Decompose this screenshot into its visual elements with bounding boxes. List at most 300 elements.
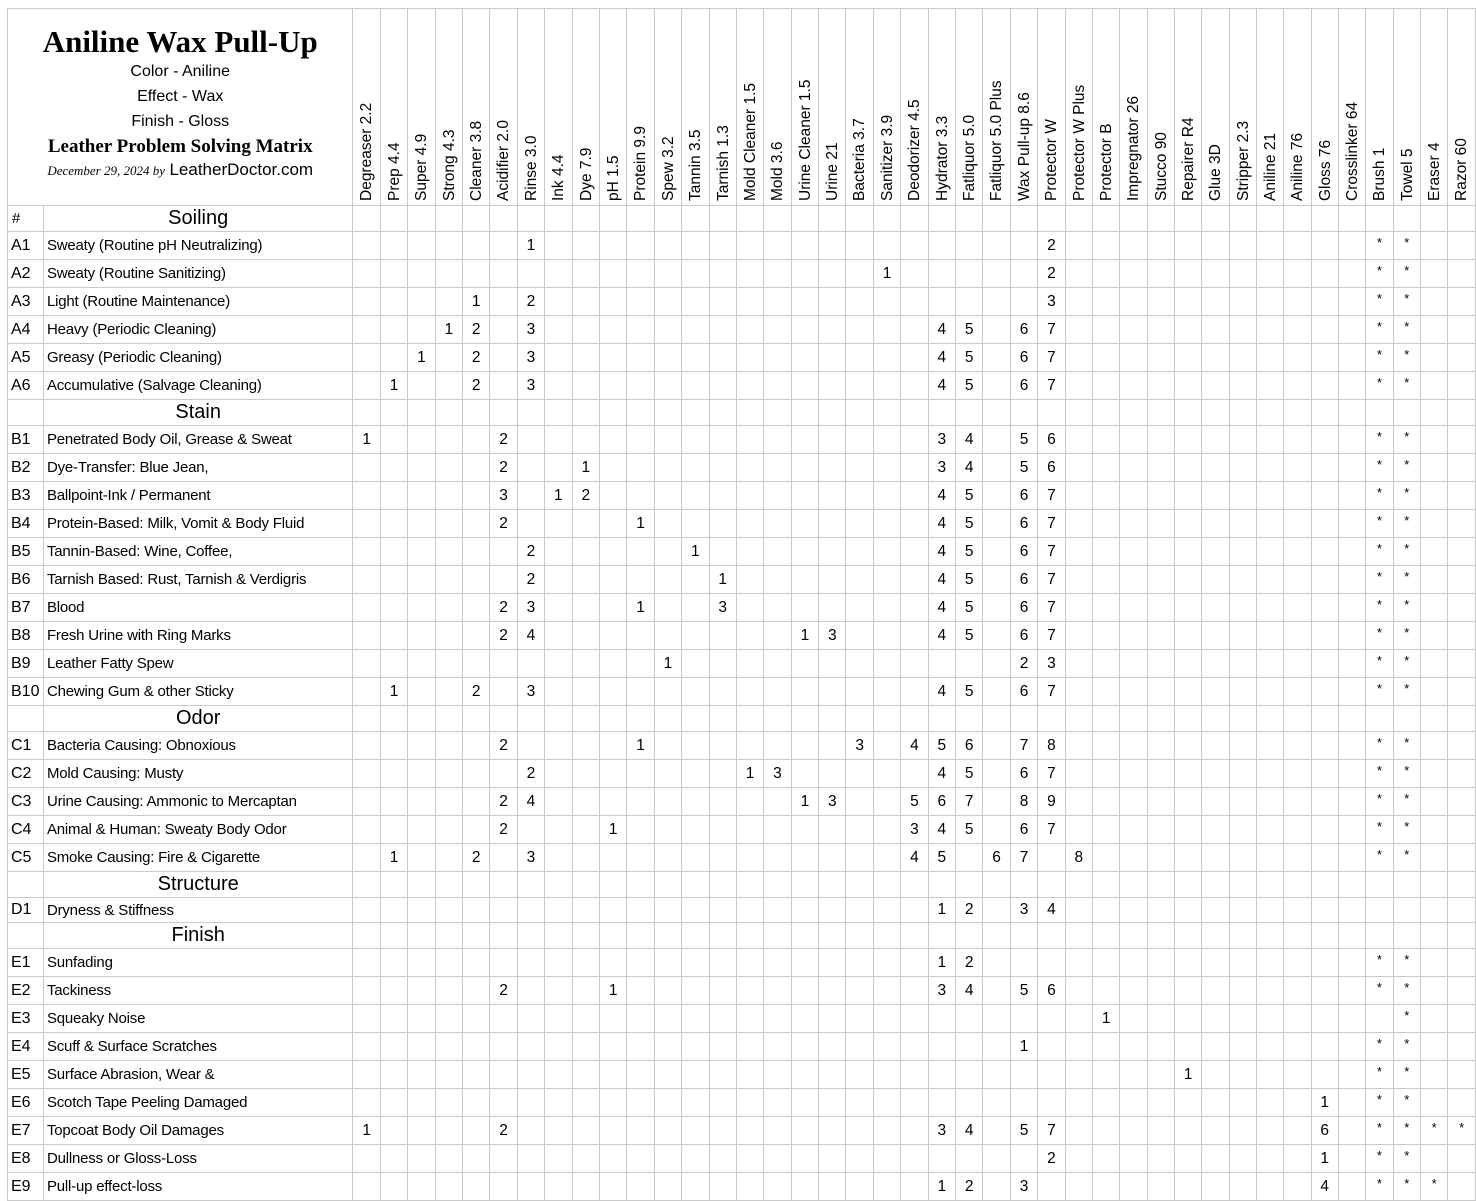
empty-cell	[627, 650, 654, 678]
empty-cell	[1338, 816, 1365, 844]
problem-id: B10	[8, 678, 44, 706]
empty-cell	[819, 706, 846, 732]
column-header-label: Deodorizer 4.5	[906, 99, 924, 201]
empty-cell	[353, 260, 380, 288]
empty-cell	[1311, 232, 1338, 260]
empty-cell	[1202, 594, 1229, 622]
empty-cell	[572, 260, 599, 288]
empty-cell	[1065, 1005, 1092, 1033]
step-cell: 2	[490, 510, 517, 538]
empty-cell	[1393, 872, 1420, 898]
empty-cell	[1092, 977, 1119, 1005]
step-cell: *	[1393, 678, 1420, 706]
empty-cell	[1092, 400, 1119, 426]
empty-cell	[1092, 650, 1119, 678]
empty-cell	[1256, 538, 1283, 566]
step-cell: 8	[1065, 844, 1092, 872]
empty-cell	[1120, 594, 1147, 622]
empty-cell	[1311, 760, 1338, 788]
column-header-label: Eraser 4	[1425, 142, 1443, 201]
empty-cell	[1311, 400, 1338, 426]
empty-cell	[627, 206, 654, 232]
step-cell: 2	[1038, 232, 1065, 260]
empty-cell	[1338, 622, 1365, 650]
empty-cell	[819, 566, 846, 594]
empty-cell	[1448, 622, 1476, 650]
empty-cell	[463, 732, 490, 760]
empty-cell	[353, 482, 380, 510]
empty-cell	[1010, 1061, 1037, 1089]
problem-name: Light (Routine Maintenance)	[43, 288, 352, 316]
empty-cell	[353, 732, 380, 760]
empty-cell	[627, 454, 654, 482]
empty-cell	[682, 232, 709, 260]
empty-cell	[1092, 482, 1119, 510]
problem-name: Blood	[43, 594, 352, 622]
empty-cell	[1338, 706, 1365, 732]
empty-cell	[599, 206, 626, 232]
empty-cell	[1229, 1145, 1256, 1173]
empty-cell	[1174, 788, 1201, 816]
empty-cell	[1448, 344, 1476, 372]
column-header-label: Aniline 76	[1289, 132, 1307, 201]
empty-cell	[408, 923, 435, 949]
problem-row	[8, 594, 1476, 622]
empty-cell	[627, 788, 654, 816]
empty-cell	[435, 706, 462, 732]
empty-cell	[1284, 538, 1311, 566]
empty-cell	[1147, 400, 1174, 426]
empty-cell	[764, 510, 791, 538]
empty-cell	[1092, 1117, 1119, 1145]
empty-cell	[1448, 1033, 1476, 1061]
empty-cell	[1038, 706, 1065, 732]
empty-cell	[380, 206, 407, 232]
column-header	[956, 9, 983, 206]
empty-cell	[846, 816, 873, 844]
step-cell: 6	[1010, 510, 1037, 538]
column-header	[873, 9, 900, 206]
empty-cell	[599, 260, 626, 288]
empty-cell	[490, 260, 517, 288]
empty-cell	[1284, 400, 1311, 426]
empty-cell	[1010, 923, 1037, 949]
empty-cell	[1120, 316, 1147, 344]
section-row	[8, 706, 1476, 732]
empty-cell	[545, 1089, 572, 1117]
column-header	[1366, 9, 1393, 206]
empty-cell	[1420, 510, 1447, 538]
empty-cell	[599, 622, 626, 650]
empty-cell	[1147, 260, 1174, 288]
empty-cell	[682, 288, 709, 316]
empty-cell	[928, 400, 955, 426]
step-cell: 5	[956, 538, 983, 566]
empty-cell	[764, 732, 791, 760]
empty-cell	[1284, 706, 1311, 732]
step-cell: *	[1366, 482, 1393, 510]
step-cell: 1	[380, 844, 407, 872]
empty-cell	[545, 566, 572, 594]
empty-cell	[846, 923, 873, 949]
step-cell: *	[1366, 760, 1393, 788]
column-header-label: Repairer R4	[1179, 117, 1197, 201]
empty-cell	[654, 372, 681, 400]
empty-cell	[517, 977, 544, 1005]
empty-cell	[1038, 1061, 1065, 1089]
empty-cell	[1174, 923, 1201, 949]
empty-cell	[1256, 706, 1283, 732]
empty-cell	[545, 788, 572, 816]
problem-id: E9	[8, 1173, 44, 1201]
empty-cell	[1202, 426, 1229, 454]
empty-cell	[682, 678, 709, 706]
empty-cell	[901, 1061, 928, 1089]
step-cell: 4	[928, 482, 955, 510]
empty-cell	[545, 844, 572, 872]
empty-cell	[1120, 232, 1147, 260]
empty-cell	[764, 232, 791, 260]
empty-cell	[435, 732, 462, 760]
step-cell: *	[1393, 454, 1420, 482]
empty-cell	[1092, 1145, 1119, 1173]
empty-cell	[983, 482, 1010, 510]
step-cell: 1	[599, 816, 626, 844]
empty-cell	[1393, 923, 1420, 949]
blank-cell	[8, 706, 44, 732]
empty-cell	[736, 372, 763, 400]
step-cell: *	[1366, 732, 1393, 760]
empty-cell	[353, 1089, 380, 1117]
step-cell: *	[1366, 844, 1393, 872]
step-cell: 2	[463, 372, 490, 400]
empty-cell	[956, 844, 983, 872]
empty-cell	[901, 344, 928, 372]
empty-cell	[545, 426, 572, 454]
step-cell: 3	[819, 622, 846, 650]
step-cell: 7	[1038, 510, 1065, 538]
empty-cell	[380, 923, 407, 949]
empty-cell	[1065, 344, 1092, 372]
empty-cell	[435, 678, 462, 706]
empty-cell	[1038, 1089, 1065, 1117]
empty-cell	[983, 788, 1010, 816]
empty-cell	[1311, 1061, 1338, 1089]
empty-cell	[764, 898, 791, 923]
empty-cell	[599, 232, 626, 260]
empty-cell	[1311, 344, 1338, 372]
step-cell: *	[1393, 1005, 1420, 1033]
problem-name: Urine Causing: Ammonic to Mercaptan	[43, 788, 352, 816]
empty-cell	[983, 372, 1010, 400]
column-header-label: Rinse 3.0	[522, 135, 540, 201]
empty-cell	[1448, 400, 1476, 426]
column-header-label: Stucco 90	[1152, 132, 1170, 201]
step-cell: 1	[1311, 1089, 1338, 1117]
empty-cell	[654, 538, 681, 566]
empty-cell	[1010, 1145, 1037, 1173]
problem-row	[8, 482, 1476, 510]
empty-cell	[873, 316, 900, 344]
empty-cell	[1174, 1117, 1201, 1145]
empty-cell	[353, 566, 380, 594]
empty-cell	[764, 788, 791, 816]
empty-cell	[1338, 678, 1365, 706]
empty-cell	[1092, 678, 1119, 706]
empty-cell	[545, 977, 572, 1005]
empty-cell	[1284, 510, 1311, 538]
empty-cell	[435, 788, 462, 816]
empty-cell	[791, 372, 818, 400]
empty-cell	[1174, 760, 1201, 788]
step-cell: 6	[1010, 594, 1037, 622]
column-header	[380, 9, 407, 206]
empty-cell	[846, 538, 873, 566]
empty-cell	[545, 316, 572, 344]
step-cell: 7	[1038, 678, 1065, 706]
step-cell: 4	[928, 510, 955, 538]
empty-cell	[1202, 732, 1229, 760]
empty-cell	[380, 650, 407, 678]
empty-cell	[983, 977, 1010, 1005]
empty-cell	[1311, 706, 1338, 732]
empty-cell	[1229, 977, 1256, 1005]
empty-cell	[736, 650, 763, 678]
empty-cell	[819, 1089, 846, 1117]
empty-cell	[1202, 1173, 1229, 1201]
empty-cell	[1256, 426, 1283, 454]
empty-cell	[873, 1005, 900, 1033]
empty-cell	[736, 344, 763, 372]
column-header-label: Stripper 2.3	[1234, 120, 1252, 201]
empty-cell	[764, 650, 791, 678]
empty-cell	[1202, 1145, 1229, 1173]
empty-cell	[709, 206, 736, 232]
empty-cell	[791, 206, 818, 232]
empty-cell	[873, 482, 900, 510]
empty-cell	[490, 344, 517, 372]
blank-cell	[8, 923, 44, 949]
empty-cell	[353, 872, 380, 898]
column-header	[1120, 9, 1147, 206]
empty-cell	[627, 949, 654, 977]
empty-cell	[1174, 206, 1201, 232]
empty-cell	[1420, 844, 1447, 872]
problem-row	[8, 1033, 1476, 1061]
empty-cell	[463, 260, 490, 288]
empty-cell	[572, 622, 599, 650]
step-cell: 2	[490, 454, 517, 482]
column-header	[846, 9, 873, 206]
empty-cell	[1120, 788, 1147, 816]
empty-cell	[736, 1173, 763, 1201]
empty-cell	[791, 977, 818, 1005]
empty-cell	[490, 678, 517, 706]
empty-cell	[846, 872, 873, 898]
empty-cell	[846, 1033, 873, 1061]
step-cell: 4	[928, 760, 955, 788]
step-cell: 7	[1038, 594, 1065, 622]
column-header	[1174, 9, 1201, 206]
section-row	[8, 206, 1476, 232]
empty-cell	[736, 594, 763, 622]
empty-cell	[572, 923, 599, 949]
empty-cell	[490, 566, 517, 594]
empty-cell	[1202, 1005, 1229, 1033]
empty-cell	[1284, 232, 1311, 260]
empty-cell	[1202, 260, 1229, 288]
step-cell: *	[1393, 650, 1420, 678]
step-cell: 3	[764, 760, 791, 788]
empty-cell	[791, 594, 818, 622]
empty-cell	[490, 1061, 517, 1089]
step-cell: 6	[983, 844, 1010, 872]
empty-cell	[791, 1061, 818, 1089]
empty-cell	[1338, 288, 1365, 316]
column-header	[627, 9, 654, 206]
empty-cell	[1038, 400, 1065, 426]
step-cell: 4	[928, 372, 955, 400]
empty-cell	[901, 622, 928, 650]
empty-cell	[1256, 977, 1283, 1005]
empty-cell	[736, 1089, 763, 1117]
step-cell: 2	[490, 788, 517, 816]
problem-name: Bacteria Causing: Obnoxious	[43, 732, 352, 760]
empty-cell	[682, 260, 709, 288]
empty-cell	[408, 898, 435, 923]
empty-cell	[1120, 1089, 1147, 1117]
empty-cell	[983, 594, 1010, 622]
empty-cell	[791, 898, 818, 923]
empty-cell	[463, 594, 490, 622]
empty-cell	[956, 288, 983, 316]
empty-cell	[956, 260, 983, 288]
step-cell: *	[1366, 1061, 1393, 1089]
step-cell: 1	[873, 260, 900, 288]
empty-cell	[736, 706, 763, 732]
empty-cell	[846, 206, 873, 232]
empty-cell	[983, 872, 1010, 898]
empty-cell	[408, 426, 435, 454]
empty-cell	[408, 454, 435, 482]
empty-cell	[682, 898, 709, 923]
column-header-label: Acidifier 2.0	[495, 120, 513, 201]
empty-cell	[380, 872, 407, 898]
empty-cell	[353, 977, 380, 1005]
empty-cell	[1202, 977, 1229, 1005]
step-cell: *	[1393, 482, 1420, 510]
problem-id: B4	[8, 510, 44, 538]
empty-cell	[1065, 949, 1092, 977]
section-heading: Soiling	[43, 206, 352, 232]
empty-cell	[709, 788, 736, 816]
empty-cell	[435, 566, 462, 594]
empty-cell	[983, 678, 1010, 706]
empty-cell	[380, 426, 407, 454]
problem-name: Dye-Transfer: Blue Jean,	[43, 454, 352, 482]
step-cell: *	[1393, 566, 1420, 594]
problem-id: A4	[8, 316, 44, 344]
column-header	[1448, 9, 1476, 206]
problem-name: Sunfading	[43, 949, 352, 977]
empty-cell	[819, 510, 846, 538]
empty-cell	[1338, 977, 1365, 1005]
empty-cell	[408, 977, 435, 1005]
empty-cell	[599, 732, 626, 760]
empty-cell	[1338, 872, 1365, 898]
empty-cell	[1147, 949, 1174, 977]
empty-cell	[1366, 400, 1393, 426]
empty-cell	[490, 1173, 517, 1201]
empty-cell	[736, 316, 763, 344]
empty-cell	[599, 538, 626, 566]
empty-cell	[1147, 566, 1174, 594]
column-header-label: Prep 4.4	[385, 142, 403, 201]
empty-cell	[353, 1033, 380, 1061]
empty-cell	[517, 426, 544, 454]
empty-cell	[654, 206, 681, 232]
empty-cell	[572, 678, 599, 706]
step-cell: 4	[928, 816, 955, 844]
empty-cell	[736, 816, 763, 844]
empty-cell	[846, 760, 873, 788]
column-header	[819, 9, 846, 206]
step-cell: 7	[1038, 1117, 1065, 1145]
step-cell: 7	[1038, 482, 1065, 510]
empty-cell	[380, 1089, 407, 1117]
column-header	[1256, 9, 1283, 206]
empty-cell	[1038, 923, 1065, 949]
empty-cell	[1338, 426, 1365, 454]
empty-cell	[380, 816, 407, 844]
step-cell: 1	[627, 594, 654, 622]
empty-cell	[709, 872, 736, 898]
empty-cell	[435, 260, 462, 288]
empty-cell	[1038, 206, 1065, 232]
empty-cell	[1420, 872, 1447, 898]
column-header-label: Aniline 21	[1261, 132, 1279, 201]
empty-cell	[1147, 1145, 1174, 1173]
empty-cell	[901, 977, 928, 1005]
empty-cell	[1092, 372, 1119, 400]
empty-cell	[1010, 260, 1037, 288]
empty-cell	[791, 1117, 818, 1145]
empty-cell	[764, 1005, 791, 1033]
empty-cell	[1338, 650, 1365, 678]
empty-cell	[353, 949, 380, 977]
step-cell: *	[1366, 454, 1393, 482]
problem-matrix	[7, 8, 1476, 1201]
empty-cell	[791, 650, 818, 678]
empty-cell	[490, 760, 517, 788]
empty-cell	[873, 566, 900, 594]
step-cell: *	[1366, 344, 1393, 372]
empty-cell	[1202, 1033, 1229, 1061]
empty-cell	[1284, 344, 1311, 372]
empty-cell	[983, 400, 1010, 426]
step-cell: *	[1366, 977, 1393, 1005]
empty-cell	[435, 1061, 462, 1089]
empty-cell	[1147, 977, 1174, 1005]
empty-cell	[819, 288, 846, 316]
empty-cell	[463, 650, 490, 678]
empty-cell	[572, 538, 599, 566]
empty-cell	[1065, 260, 1092, 288]
column-header-label: Fatliquor 5.0 Plus	[988, 80, 1006, 201]
step-cell: 4	[928, 566, 955, 594]
step-cell: 3	[517, 678, 544, 706]
empty-cell	[1120, 400, 1147, 426]
